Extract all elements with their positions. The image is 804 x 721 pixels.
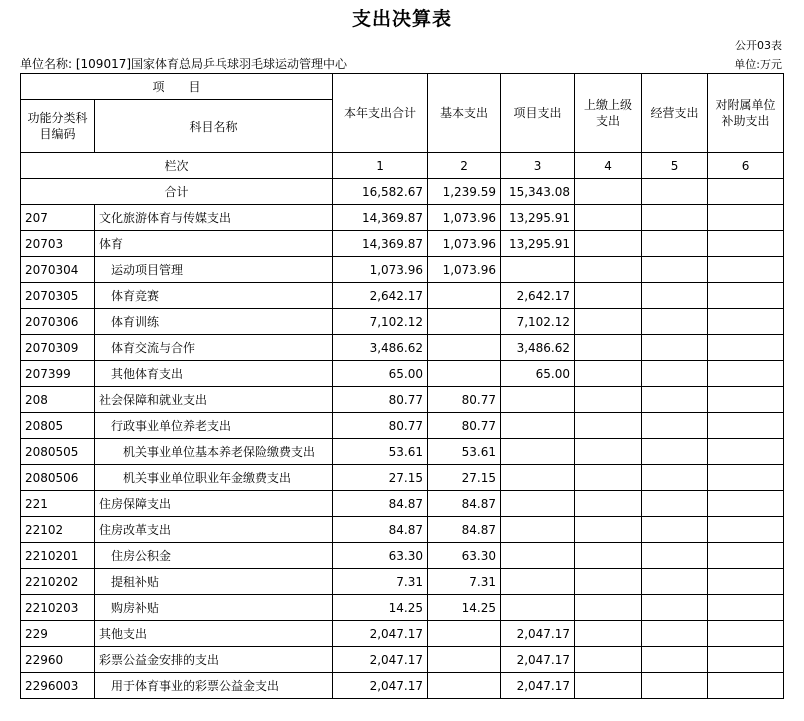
- table-row: [21, 335, 784, 361]
- amount-business: [642, 569, 708, 595]
- amount-subsidy: [708, 465, 784, 491]
- amount-project: [501, 413, 575, 439]
- amount-total: 3,486.62: [333, 335, 428, 361]
- amount-total: 80.77: [333, 413, 428, 439]
- amount-subsidy: [708, 309, 784, 335]
- amount-project: [501, 465, 575, 491]
- amount-basic: [428, 621, 501, 647]
- amount-business: [642, 387, 708, 413]
- subject-name: 体育交流与合作: [95, 335, 333, 361]
- amount-subsidy: [708, 413, 784, 439]
- amount-upper: [575, 543, 642, 569]
- table-row: [21, 517, 784, 543]
- amount-upper: [575, 309, 642, 335]
- subject-code: 2070304: [21, 257, 95, 283]
- amount-basic: [428, 283, 501, 309]
- amount-basic: 1,073.96: [428, 257, 501, 283]
- amount-upper: [575, 283, 642, 309]
- amount-basic: 63.30: [428, 543, 501, 569]
- amount-business: [642, 465, 708, 491]
- table-row: [21, 205, 784, 231]
- amount-upper: [575, 387, 642, 413]
- amount-subsidy: [708, 439, 784, 465]
- subject-name: 住房保障支出: [95, 491, 333, 517]
- total-subsidy: [708, 179, 784, 205]
- subject-name: 住房改革支出: [95, 517, 333, 543]
- amount-subsidy: [708, 595, 784, 621]
- amount-subsidy: [708, 621, 784, 647]
- amount-basic: 80.77: [428, 413, 501, 439]
- amount-upper: [575, 595, 642, 621]
- amount-project: 13,295.91: [501, 205, 575, 231]
- table-row: [21, 595, 784, 621]
- amount-total: 53.61: [333, 439, 428, 465]
- amount-business: [642, 673, 708, 699]
- amount-total: 7.31: [333, 569, 428, 595]
- total-row: [21, 179, 784, 205]
- amount-upper: [575, 413, 642, 439]
- subject-code: 221: [21, 491, 95, 517]
- amount-basic: 53.61: [428, 439, 501, 465]
- amount-project: 2,642.17: [501, 283, 575, 309]
- amount-subsidy: [708, 647, 784, 673]
- amount-upper: [575, 257, 642, 283]
- amount-project: [501, 517, 575, 543]
- total-amount: 16,582.67: [333, 179, 428, 205]
- subject-code: 2070309: [21, 335, 95, 361]
- subject-code: 20805: [21, 413, 95, 439]
- amount-basic: [428, 335, 501, 361]
- amount-business: [642, 283, 708, 309]
- header-upper: 上缴上级支出: [575, 74, 642, 153]
- amount-business: [642, 439, 708, 465]
- table-row: [21, 361, 784, 387]
- subject-name: 文化旅游体育与传媒支出: [95, 205, 333, 231]
- subject-name: 其他支出: [95, 621, 333, 647]
- amount-upper: [575, 361, 642, 387]
- table-row: [21, 621, 784, 647]
- amount-upper: [575, 491, 642, 517]
- header-total: 本年支出合计: [333, 74, 428, 153]
- amount-project: 2,047.17: [501, 673, 575, 699]
- subject-code: 2080505: [21, 439, 95, 465]
- subject-name: 行政事业单位养老支出: [95, 413, 333, 439]
- total-business: [642, 179, 708, 205]
- amount-basic: 80.77: [428, 387, 501, 413]
- amount-business: [642, 491, 708, 517]
- column-index: 2: [428, 153, 501, 179]
- amount-subsidy: [708, 361, 784, 387]
- total-upper: [575, 179, 642, 205]
- subject-code: 208: [21, 387, 95, 413]
- header-func-code: 功能分类科目编码: [21, 100, 95, 153]
- amount-upper: [575, 569, 642, 595]
- amount-business: [642, 205, 708, 231]
- amount-upper: [575, 673, 642, 699]
- subject-name: 其他体育支出: [95, 361, 333, 387]
- table-row: [21, 673, 784, 699]
- header-subject-name: 科目名称: [95, 100, 333, 153]
- subject-name: 社会保障和就业支出: [95, 387, 333, 413]
- subject-name: 提租补贴: [95, 569, 333, 595]
- amount-project: 13,295.91: [501, 231, 575, 257]
- amount-basic: 84.87: [428, 491, 501, 517]
- amount-business: [642, 595, 708, 621]
- amount-project: 2,047.17: [501, 647, 575, 673]
- table-row: [21, 491, 784, 517]
- subject-name: 机关事业单位基本养老保险缴费支出: [95, 439, 333, 465]
- column-index-label: 栏次: [21, 153, 333, 179]
- page-title: 支出决算表: [351, 8, 452, 30]
- column-index: 3: [501, 153, 575, 179]
- amount-total: 80.77: [333, 387, 428, 413]
- amount-total: 63.30: [333, 543, 428, 569]
- table-row: [21, 257, 784, 283]
- table-row: [21, 413, 784, 439]
- subject-name: 彩票公益金安排的支出: [95, 647, 333, 673]
- table-row: [21, 439, 784, 465]
- column-index: 6: [708, 153, 784, 179]
- table-row: [21, 387, 784, 413]
- subject-code: 2210201: [21, 543, 95, 569]
- subject-name: 购房补贴: [95, 595, 333, 621]
- amount-basic: 7.31: [428, 569, 501, 595]
- amount-project: [501, 491, 575, 517]
- amount-business: [642, 621, 708, 647]
- amount-subsidy: [708, 231, 784, 257]
- subject-code: 22960: [21, 647, 95, 673]
- amount-project: [501, 595, 575, 621]
- amount-basic: [428, 309, 501, 335]
- subject-code: 229: [21, 621, 95, 647]
- column-index: 1: [333, 153, 428, 179]
- table-row: [21, 231, 784, 257]
- amount-subsidy: [708, 283, 784, 309]
- amount-business: [642, 413, 708, 439]
- amount-project: 7,102.12: [501, 309, 575, 335]
- amount-total: 84.87: [333, 491, 428, 517]
- header-subsidy: 对附属单位补助支出: [708, 74, 784, 153]
- amount-business: [642, 647, 708, 673]
- subject-name: 体育竞赛: [95, 283, 333, 309]
- header-item: 项 目: [21, 74, 333, 100]
- amount-project: [501, 387, 575, 413]
- amount-business: [642, 309, 708, 335]
- amount-total: 7,102.12: [333, 309, 428, 335]
- column-index: 5: [642, 153, 708, 179]
- total-project: 15,343.08: [501, 179, 575, 205]
- amount-basic: 1,073.96: [428, 205, 501, 231]
- amount-total: 84.87: [333, 517, 428, 543]
- header-business: 经营支出: [642, 74, 708, 153]
- table-row: [21, 465, 784, 491]
- subject-name: 运动项目管理: [95, 257, 333, 283]
- amount-business: [642, 543, 708, 569]
- table-row: [21, 543, 784, 569]
- expenditure-table: [20, 73, 784, 699]
- amount-upper: [575, 647, 642, 673]
- amount-subsidy: [708, 335, 784, 361]
- amount-total: 2,642.17: [333, 283, 428, 309]
- subject-code: 2296003: [21, 673, 95, 699]
- amount-basic: [428, 361, 501, 387]
- amount-subsidy: [708, 205, 784, 231]
- amount-project: 65.00: [501, 361, 575, 387]
- table-row: [21, 569, 784, 595]
- subject-name: 用于体育事业的彩票公益金支出: [95, 673, 333, 699]
- amount-subsidy: [708, 569, 784, 595]
- amount-total: 14,369.87: [333, 231, 428, 257]
- subject-code: 207399: [21, 361, 95, 387]
- amount-upper: [575, 439, 642, 465]
- total-label: 合计: [21, 179, 333, 205]
- amount-total: 14.25: [333, 595, 428, 621]
- amount-total: 14,369.87: [333, 205, 428, 231]
- unit-name: 单位名称: [109017]国家体育总局乒乓球羽毛球运动管理中心: [20, 57, 348, 71]
- table-row: [21, 309, 784, 335]
- amount-project: [501, 439, 575, 465]
- amount-business: [642, 231, 708, 257]
- header-basic: 基本支出: [428, 74, 501, 153]
- amount-business: [642, 361, 708, 387]
- table-row: [21, 283, 784, 309]
- amount-project: 3,486.62: [501, 335, 575, 361]
- subject-code: 2210203: [21, 595, 95, 621]
- subject-code: 22102: [21, 517, 95, 543]
- amount-subsidy: [708, 543, 784, 569]
- amount-basic: 1,073.96: [428, 231, 501, 257]
- amount-total: 2,047.17: [333, 621, 428, 647]
- subject-name: 机关事业单位职业年金缴费支出: [95, 465, 333, 491]
- amount-upper: [575, 517, 642, 543]
- amount-upper: [575, 621, 642, 647]
- currency-unit: 单位:万元: [734, 58, 782, 71]
- amount-total: 65.00: [333, 361, 428, 387]
- amount-project: [501, 257, 575, 283]
- amount-upper: [575, 335, 642, 361]
- amount-subsidy: [708, 491, 784, 517]
- subject-code: 2070306: [21, 309, 95, 335]
- header-project: 项目支出: [501, 74, 575, 153]
- amount-total: 27.15: [333, 465, 428, 491]
- amount-upper: [575, 205, 642, 231]
- subject-code: 207: [21, 205, 95, 231]
- subject-code: 20703: [21, 231, 95, 257]
- subject-code: 2080506: [21, 465, 95, 491]
- amount-project: 2,047.17: [501, 621, 575, 647]
- amount-project: [501, 569, 575, 595]
- subject-code: 2210202: [21, 569, 95, 595]
- amount-subsidy: [708, 257, 784, 283]
- amount-basic: 14.25: [428, 595, 501, 621]
- amount-upper: [575, 465, 642, 491]
- total-basic: 1,239.59: [428, 179, 501, 205]
- table-row: [21, 647, 784, 673]
- subject-name: 体育训练: [95, 309, 333, 335]
- subject-name: 住房公积金: [95, 543, 333, 569]
- amount-total: 2,047.17: [333, 673, 428, 699]
- amount-subsidy: [708, 673, 784, 699]
- form-number: 公开03表: [735, 39, 782, 52]
- column-index: 4: [575, 153, 642, 179]
- amount-business: [642, 335, 708, 361]
- amount-upper: [575, 231, 642, 257]
- amount-total: 2,047.17: [333, 647, 428, 673]
- subject-code: 2070305: [21, 283, 95, 309]
- amount-basic: 27.15: [428, 465, 501, 491]
- amount-basic: [428, 647, 501, 673]
- amount-subsidy: [708, 517, 784, 543]
- amount-business: [642, 257, 708, 283]
- amount-project: [501, 543, 575, 569]
- amount-basic: 84.87: [428, 517, 501, 543]
- amount-total: 1,073.96: [333, 257, 428, 283]
- amount-basic: [428, 673, 501, 699]
- subject-name: 体育: [95, 231, 333, 257]
- amount-business: [642, 517, 708, 543]
- amount-subsidy: [708, 387, 784, 413]
